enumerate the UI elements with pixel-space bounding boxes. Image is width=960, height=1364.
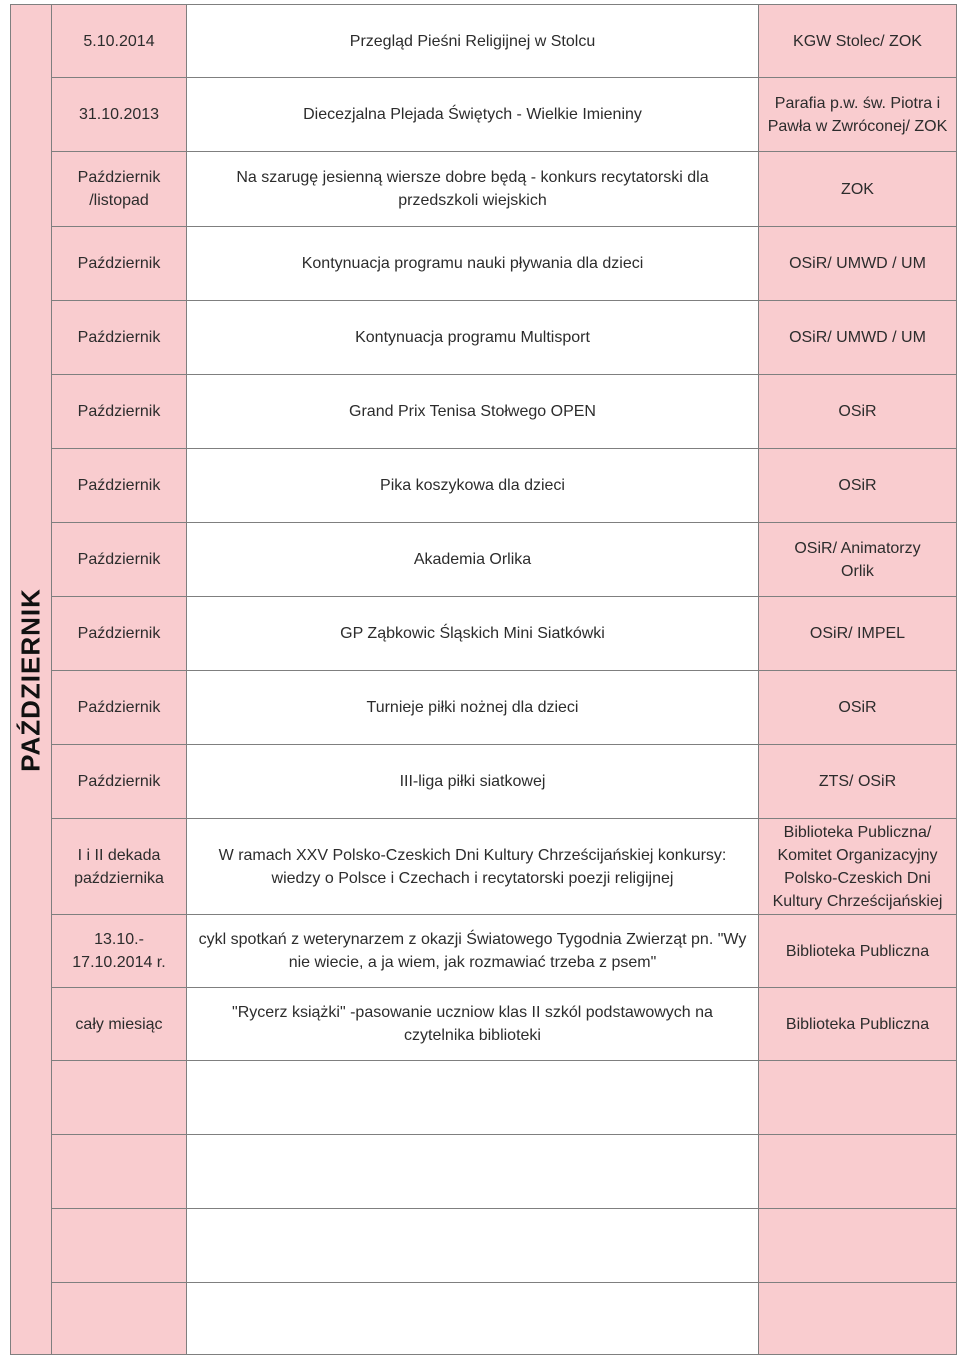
organizer-cell: Biblioteka Publiczna [759,915,957,988]
table-row [11,449,957,523]
empty-organizer-cell [759,1209,957,1283]
date-cell: 13.10.- 17.10.2014 r. [52,915,187,988]
empty-organizer-cell [759,1061,957,1135]
date-cell: Październik [52,597,187,671]
empty-event-cell [187,1135,759,1209]
organizer-cell: Parafia p.w. św. Piotra i Pawła w Zwróconej/ ZOK [759,78,957,152]
organizer-cell: OSiR [759,671,957,745]
empty-date-cell [52,1061,187,1135]
empty-row [11,1135,957,1209]
date-cell: Październik [52,375,187,449]
event-cell: "Rycerz książki" -pasowanie uczniow klas II szkól podstawowych na czytelnika biblioteki [187,988,759,1061]
table-row [11,152,957,227]
date-cell: Październik [52,449,187,523]
event-cell: Akademia Orlika [187,523,759,597]
event-cell: Diecezjalna Plejada Świętych - Wielkie Imieniny [187,78,759,152]
empty-date-cell [52,1283,187,1355]
date-cell: Październik [52,227,187,301]
event-cell: Na szarugę jesienną wiersze dobre będą - konkurs recytatorski dla przedszkoli wiejskich [187,152,759,227]
organizer-cell: ZOK [759,152,957,227]
event-cell: III-liga piłki siatkowej [187,745,759,819]
event-cell: Pika koszykowa dla dzieci [187,449,759,523]
organizer-cell: KGW Stolec/ ZOK [759,5,957,78]
empty-organizer-cell [759,1283,957,1355]
event-cell: GP Ząbkowic Śląskich Mini Siatkówki [187,597,759,671]
date-cell: I i II dekada października [52,819,187,915]
organizer-cell: Biblioteka Publiczna/ Komitet Organizacyjny Polsko-Czeskich Dni Kultury Chrześcijańskiej [759,819,957,915]
table-row [11,523,957,597]
empty-row [11,1283,957,1355]
event-cell: Kontynuacja programu Multisport [187,301,759,375]
table-row [11,375,957,449]
empty-event-cell [187,1283,759,1355]
empty-event-cell [187,1209,759,1283]
organizer-cell: ZTS/ OSiR [759,745,957,819]
month-column [11,5,52,1355]
month-label: PAŹDZIERNIK [15,587,46,772]
organizer-cell: Biblioteka Publiczna [759,988,957,1061]
empty-organizer-cell [759,1135,957,1209]
date-cell: Październik [52,301,187,375]
date-cell: 31.10.2013 [52,78,187,152]
date-cell: cały miesiąc [52,988,187,1061]
date-cell: Październik [52,745,187,819]
event-cell: Przegląd Pieśni Religijnej w Stolcu [187,5,759,78]
date-cell: 5.10.2014 [52,5,187,78]
organizer-cell: OSiR/ IMPEL [759,597,957,671]
event-cell: cykl spotkań z weterynarzem z okazji Światowego Tygodnia Zwierząt pn. "Wy nie wiecie, a ja wiem, jak rozmawiać trzeba z psem" [187,915,759,988]
table-row [11,5,957,78]
date-cell: Październik [52,523,187,597]
empty-date-cell [52,1209,187,1283]
organizer-cell: OSiR/ UMWD / UM [759,301,957,375]
table-row [11,671,957,745]
table-row [11,227,957,301]
event-cell: W ramach XXV Polsko-Czeskich Dni Kultury Chrześcijańskiej konkursy: wiedzy o Polsce i Czechach i recytatorski poezji religijnej [187,819,759,915]
table-row [11,78,957,152]
organizer-cell: OSiR [759,449,957,523]
table-row [11,915,957,988]
event-cell: Grand Prix Tenisa Stołwego OPEN [187,375,759,449]
empty-date-cell [52,1135,187,1209]
empty-event-cell [187,1061,759,1135]
events-table [10,4,957,1355]
table-row [11,819,957,915]
event-cell: Kontynuacja programu nauki pływania dla dzieci [187,227,759,301]
table-row [11,745,957,819]
empty-row [11,1209,957,1283]
events-sheet [10,4,956,1358]
date-cell: Październik /listopad [52,152,187,227]
table-row [11,597,957,671]
table-row [11,301,957,375]
organizer-cell: OSiR/ Animatorzy Orlik [759,523,957,597]
date-cell: Październik [52,671,187,745]
organizer-cell: OSiR/ UMWD / UM [759,227,957,301]
table-row [11,988,957,1061]
empty-row [11,1061,957,1135]
organizer-cell: OSiR [759,375,957,449]
event-cell: Turnieje piłki nożnej dla dzieci [187,671,759,745]
